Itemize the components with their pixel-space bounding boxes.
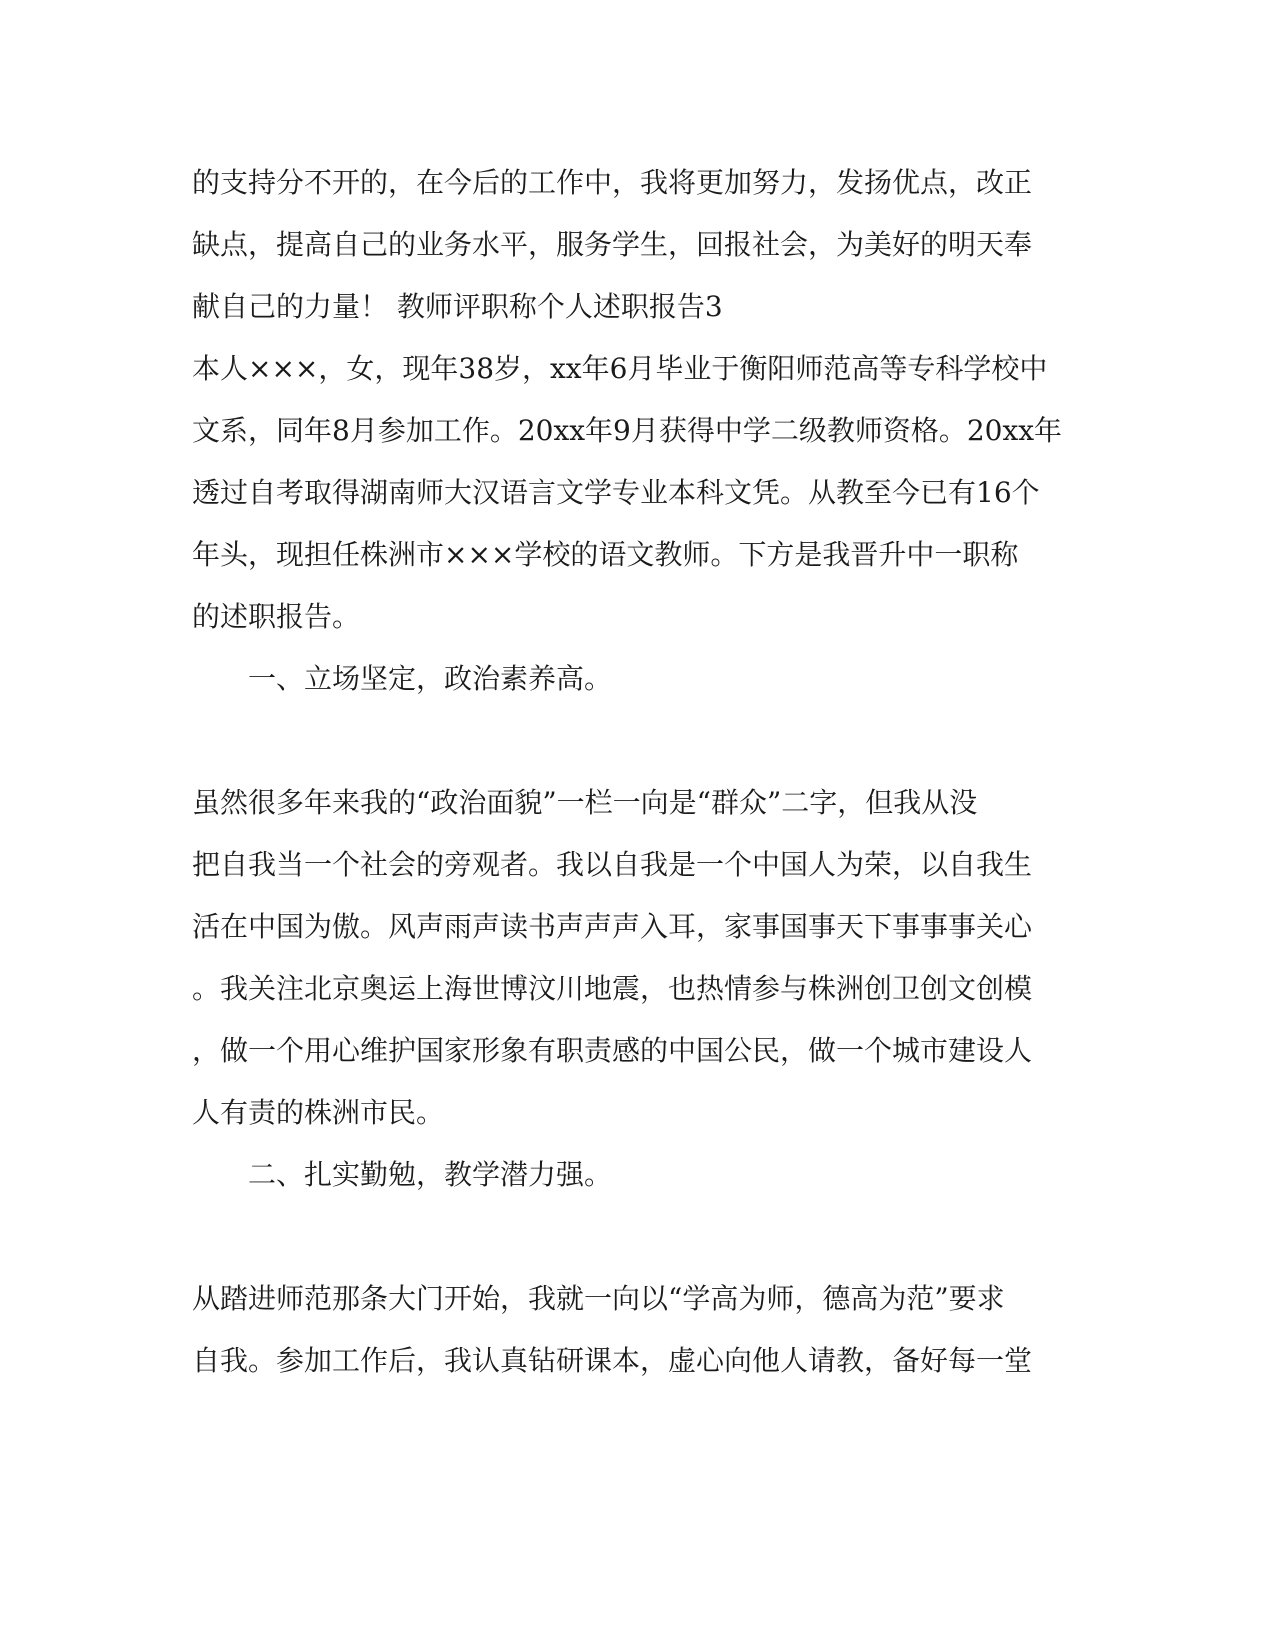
text-line: 人有责的株洲市民。 [192,1096,445,1129]
text-line: 。我关注北京奥运上海世博汶川地震，也热情参与株洲创卫创文创模 [192,972,1033,1005]
section-heading: 一、立场坚定，政治素养高。 [248,662,613,695]
text-line: 的支持分不开的，在今后的工作中，我将更加努力，发扬优点，改正 [192,166,1033,199]
text-line: 本人×××，女，现年38岁，xx年6月毕业于衡阳师范高等专科学校中 [192,352,1048,385]
text-line: 从踏进师范那条大门开始，我就一向以“学高为师，德高为范”要求 [192,1282,1005,1315]
text-line: 把自我当一个社会的旁观者。我以自我是一个中国人为荣，以自我生 [192,848,1033,881]
text-line: 虽然很多年来我的“政治面貌”一栏一向是“群众”二字，但我从没 [192,786,978,819]
text-line: 年头，现担任株洲市×××学校的语文教师。下方是我晋升中一职称 [192,538,1019,571]
text-line: ，做一个用心维护国家形象有职责感的中国公民，做一个城市建设人 [192,1034,1033,1067]
text-line: 透过自考取得湖南师大汉语言文学专业本科文凭。从教至今已有16个 [192,476,1040,509]
section-heading: 二、扎实勤勉，教学潜力强。 [248,1158,613,1191]
text-line: 缺点，提高自己的业务水平，服务学生，回报社会，为美好的明天奉 [192,228,1033,261]
text-line: 献自己的力量！ 教师评职称个人述职报告3 [192,290,723,323]
text-line: 活在中国为傲。风声雨声读书声声声入耳，家事国事天下事事事关心 [192,910,1033,943]
text-line: 的述职报告。 [192,600,361,633]
text-line: 文系，同年8月参加工作。20xx年9月获得中学二级教师资格。20xx年 [192,414,1063,447]
text-line: 自我。参加工作后，我认真钻研课本，虚心向他人请教，备好每一堂 [192,1344,1033,1377]
